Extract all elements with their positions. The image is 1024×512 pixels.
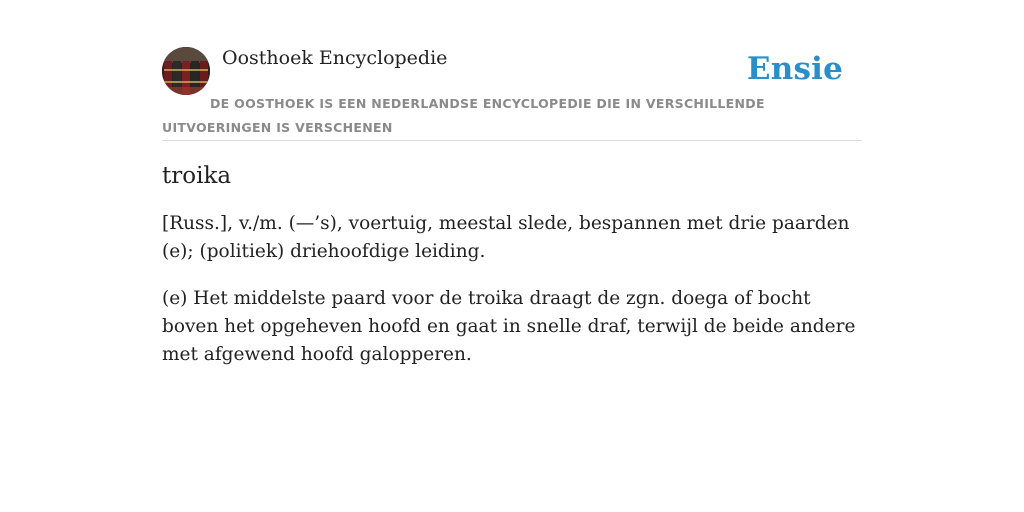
entry-title: troika xyxy=(162,163,232,189)
source-tagline: DE OOSTHOEK IS EEN NEDERLANDSE ENCYCLOPEDIE DIE IN VERSCHILLENDE UITVOERINGEN IS VERSCHENEN xyxy=(162,96,765,135)
books-icon xyxy=(162,47,210,95)
source-name[interactable]: Oosthoek Encyclopedie xyxy=(222,47,448,69)
entry-note: (e) Het middelste paard voor de troika draagt de zgn. doega of bocht boven het opgeheven hoofd en gaat in snelle draf, terwijl de beide andere met afgewend hoofd galopperen. xyxy=(162,288,856,365)
brand-logo-link[interactable]: Ensie xyxy=(746,51,843,87)
entry-card xyxy=(162,44,862,369)
encyclopedia-books-avatar[interactable] xyxy=(162,47,210,95)
entry-definition: [Russ.], v./m. (—’s), voertuig, meestal slede, bespannen met drie paarden (e); (politiek) driehoofdige leiding. xyxy=(162,213,850,262)
card-header xyxy=(162,44,862,141)
